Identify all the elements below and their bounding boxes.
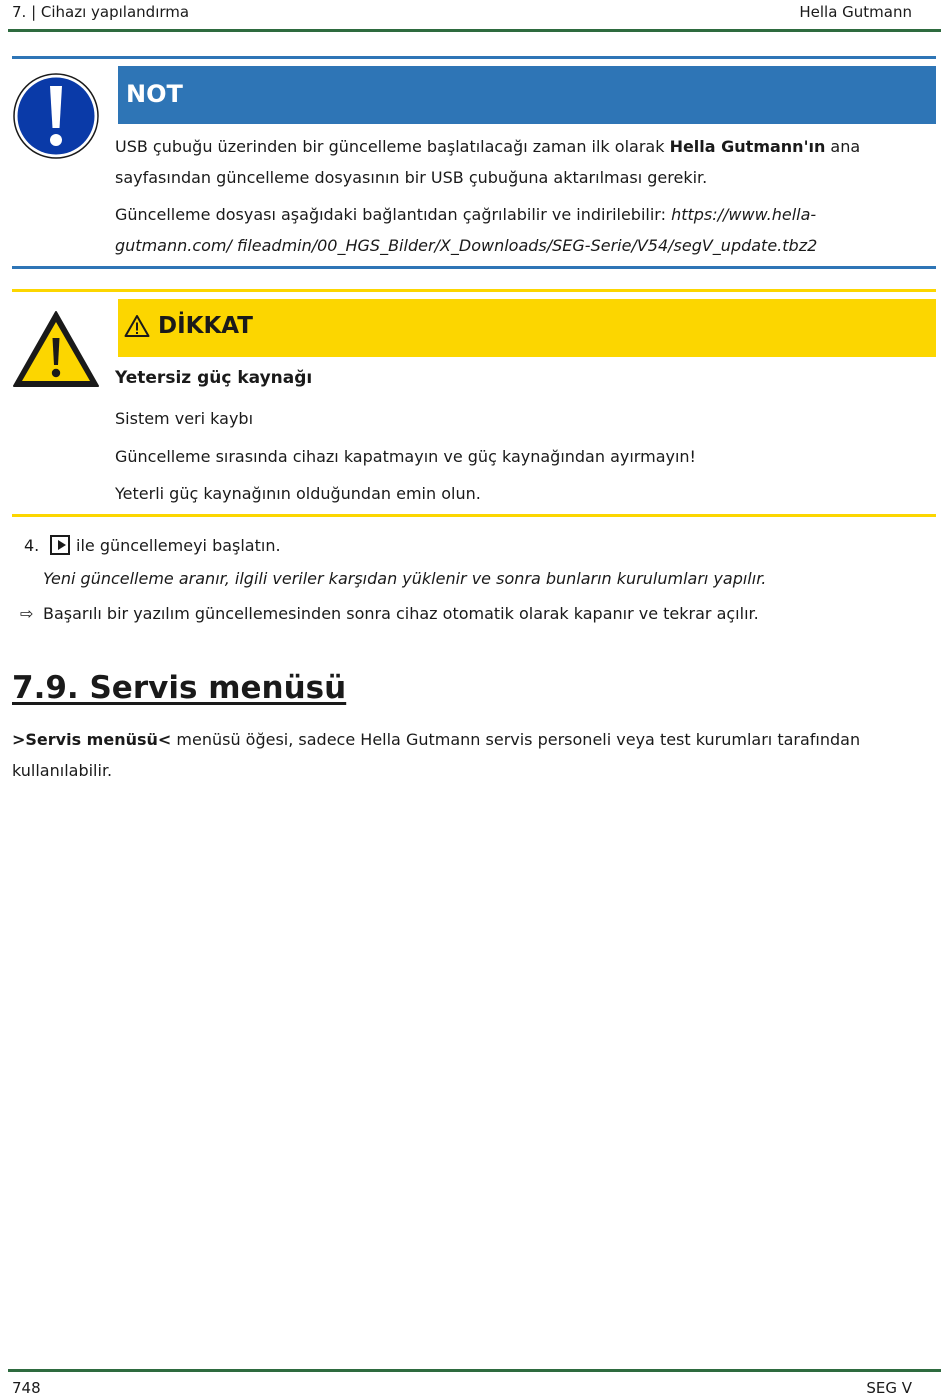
note-paragraph-2 [115,199,875,261]
arrow-right-icon: ⇨ [20,604,34,623]
caution-line-2: Güncelleme sırasında cihazı kapatmayın ve güç kaynağından ayırmayın! [115,447,696,466]
caution-bottom-rule [12,514,936,517]
footer-product: SEG V [866,1379,912,1397]
note-top-rule [12,56,936,59]
exclamation-circle-icon [12,72,100,160]
warning-triangle-small-icon [124,314,150,338]
footer-rule [8,1369,941,1372]
header-brand: Hella Gutmann [799,3,912,21]
step-4-result: Yeni güncelleme aranır, ilgili veriler karşıdan yüklenir ve sonra bunların kurulumları yapılır. [43,569,767,588]
warning-triangle-icon [12,310,100,389]
header-chapter: 7. | Cihazı yapılandırma [12,3,190,21]
section-title: 7.9. Servis menüsü [12,670,347,706]
note-brand-bold: Hella Gutmann'ın [669,137,826,156]
section-paragraph [12,724,912,786]
note-text: USB çubuğu üzerinden bir güncelleme başlatılacağı zaman ilk olarak [115,137,670,156]
caution-line-1: Sistem veri kaybı [115,409,254,428]
step-number: 4. [24,536,40,555]
step-outcome: Başarılı bir yazılım güncellemesinden sonra cihaz otomatik olarak kapanır ve tekrar açılır. [43,604,759,623]
note-link-intro: Güncelleme dosyası aşağıdaki bağlantıdan çağrılabilir ve indirilebilir: [115,205,672,224]
step-4-text: ile güncellemeyi başlatın. [76,536,281,555]
section-paragraph-text: menüsü öğesi, sadece Hella Gutmann servis personeli veya test kurumları tarafından kullanılabilir. [12,730,861,780]
page-number: 748 [12,1379,41,1397]
note-label: NOT [126,80,183,108]
update-file-link[interactable]: https://www.hella-gutmann.com/ fileadmin/00_HGS_Bilder/X_Downloads/SEG-Serie/V54/segV_update.tbz2 [115,205,818,255]
caution-title: Yetersiz güç kaynağı [115,368,313,388]
menu-item-name: >Servis menüsü< [12,730,172,749]
note-text-end: ana sayfasından güncelleme dosyasının bir USB çubuğuna aktarılması gerekir. [115,137,861,187]
step-4 [50,530,281,561]
header-rule [8,29,941,32]
caution-label: DİKKAT [158,313,253,339]
note-bottom-rule [12,266,936,269]
caution-top-rule [12,289,936,292]
caution-header [118,299,936,357]
caution-line-3: Yeterli güç kaynağının olduğundan emin olun. [115,484,481,503]
note-paragraph-1 [115,131,915,193]
note-header [118,66,936,124]
play-button-icon[interactable] [50,535,70,555]
